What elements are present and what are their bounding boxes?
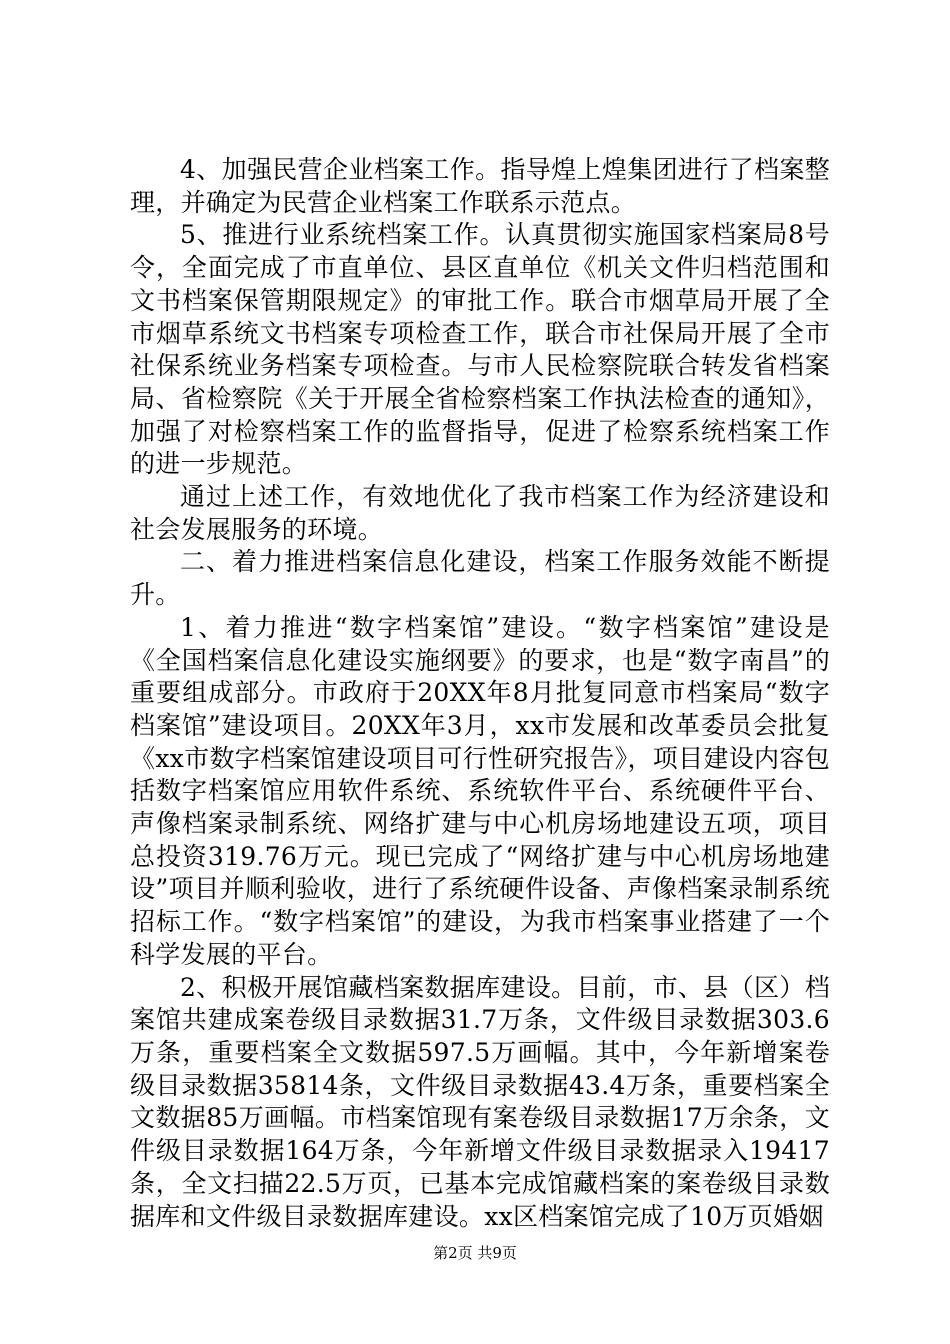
paragraph-database-construction: 2、积极开展馆藏档案数据库建设。目前，市、县（区）档案馆共建成案卷级目录数据31.7万条，文件级目录数据303.6万条，重要档案全文数据597.5万画幅。其中，今年新增案卷级目录数据35814条，文件级目录数据43.4万条，重要档案全文数据85万画幅。市档案馆现有案卷级目录数据17万余条，文件级目录数据164万条，今年新增文件级目录数据录入19417条，全文扫描22.5万页，已基本完成馆藏档案的案卷级目录数据库和文件级目录数据库建设。xx区档案馆完成了10万页婚姻 <box>130 972 830 1231</box>
paragraph-digital-archive: 1、着力推进“数字档案馆”建设。“数字档案馆”建设是《全国档案信息化建设实施纲要》的要求，也是“数字南昌”的重要组成部分。市政府于20XX年8月批复同意市档案局“数字档案馆”建设项目。20XX年3月，xx市发展和改革委员会批复《xx市数字档案馆建设项目可行性研究报告》，项目建设内容包括数字档案馆应用软件系统、系统软件平台、系统硬件平台、声像档案录制系统、网络扩建与中心机房场地建设五项，项目总投资319.76万元。现已完成了“网络扩建与中心机房场地建设”项目并顺利验收，进行了系统硬件设备、声像档案录制系统招标工作。“数字档案馆”的建设，为我市档案事业搭建了一个科学发展的平台。 <box>130 612 830 969</box>
paragraph-summary: 通过上述工作，有效地优化了我市档案工作为经济建设和社会发展服务的环境。 <box>130 482 830 544</box>
page-number-footer: 第2页 共9页 <box>433 1244 517 1262</box>
document-body <box>130 154 830 1233</box>
paragraph-private-enterprise-archives: 4、加强民营企业档案工作。指导煌上煌集团进行了档案整理，并确定为民营企业档案工作联系示范点。 <box>130 155 830 217</box>
paragraph-industry-system-archives: 5、推进行业系统档案工作。认真贯彻实施国家档案局8号令，全面完成了市直单位、县区直单位《机关文件归档范围和文书档案保管期限规定》的审批工作。联合市烟草局开展了全市烟草系统文书档案专项检查工作，联合市社保局开展了全市社保系统业务档案专项检查。与市人民检察院联合转发省档案局、省检察院《关于开展全省检察档案工作执法检查的通知》，加强了对检察档案工作的监督指导，促进了检察系统档案工作的进一步规范。 <box>130 220 830 479</box>
section-heading-informatization: 二、着力推进档案信息化建设，档案工作服务效能不断提升。 <box>130 547 830 610</box>
